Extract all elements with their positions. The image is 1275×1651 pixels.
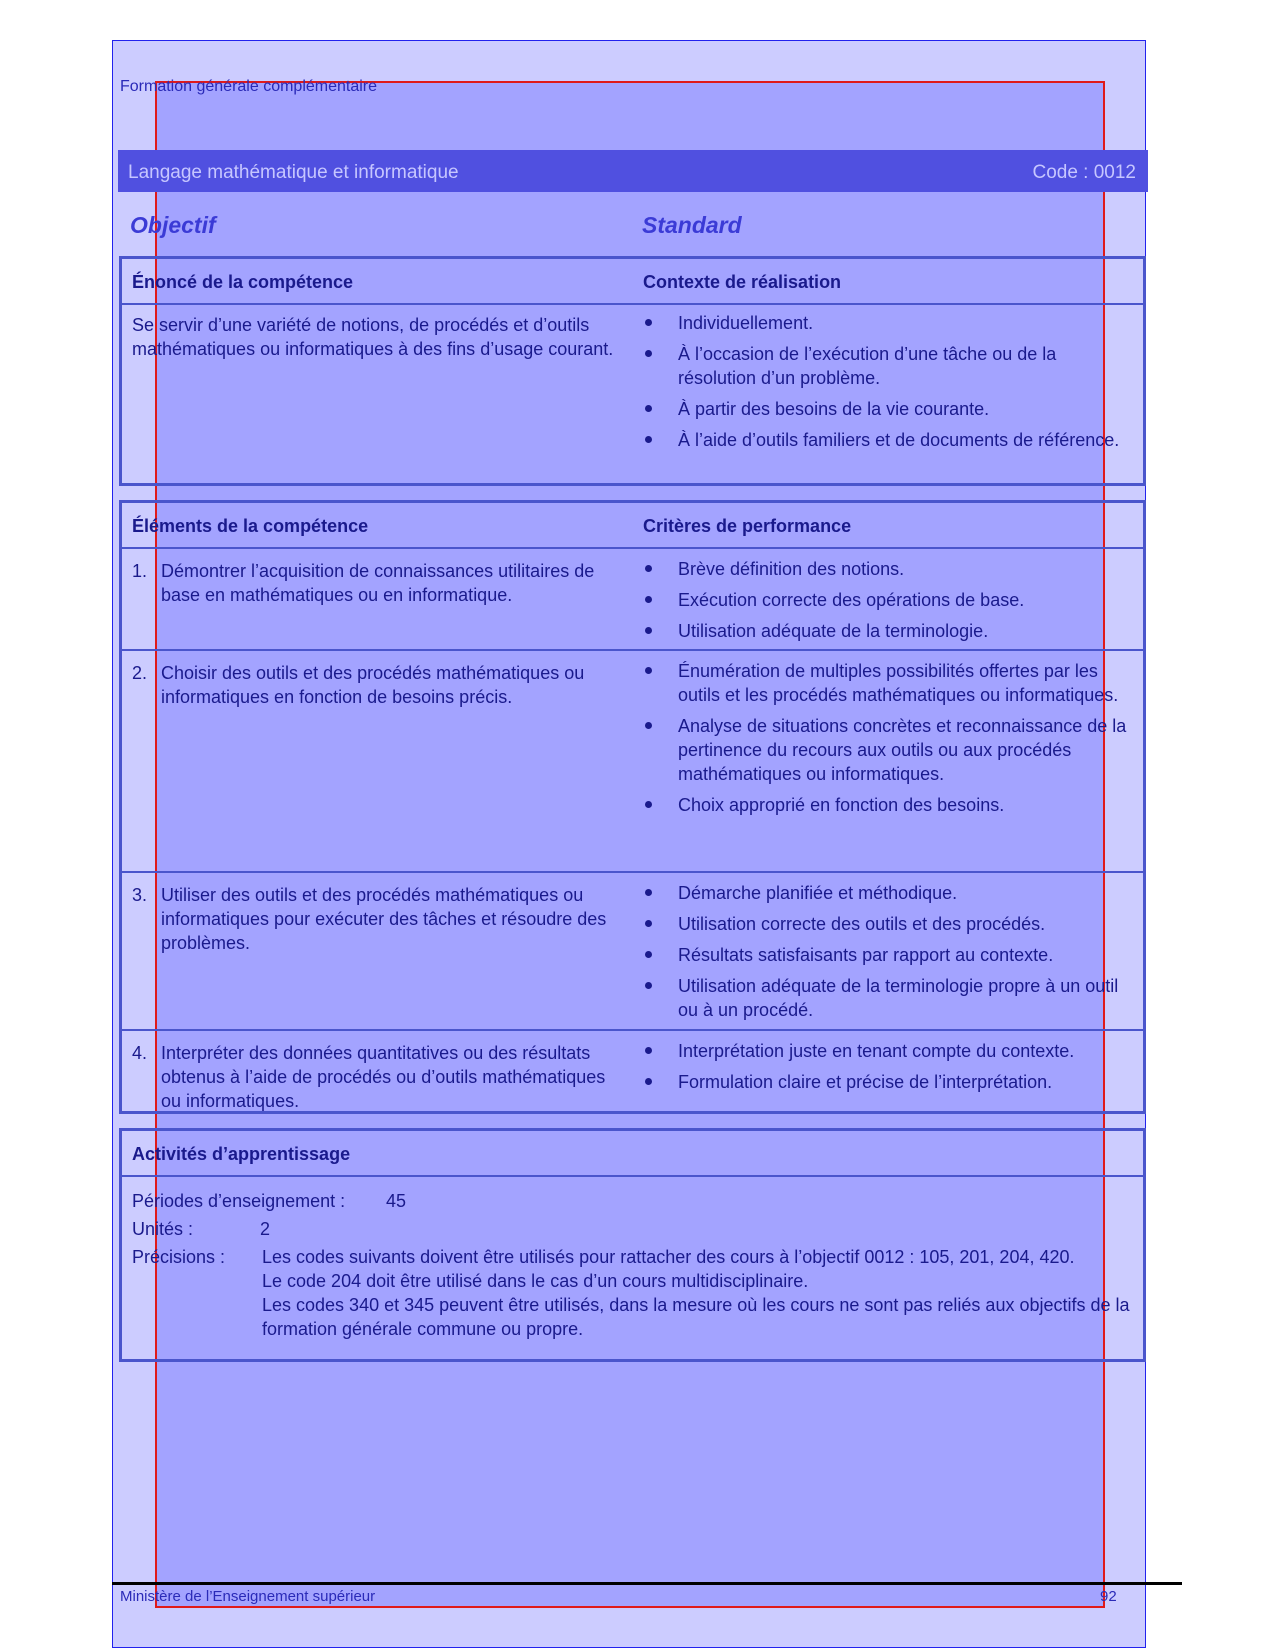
criteria-list (643, 557, 1133, 650)
objective-code: Code : 0012 (1032, 162, 1136, 183)
context-item: À l’aide d’outils familiers et de documents de référence. (643, 428, 1133, 452)
criteria-list (643, 659, 1133, 824)
running-head: Formation générale complémentaire (120, 78, 378, 95)
criterion-item: Utilisation adéquate de la terminologie. (643, 619, 1133, 643)
footer-ministry: Ministère de l’Enseignement supérieur (120, 1588, 376, 1605)
element-row (122, 873, 1143, 1031)
activities-box-header (122, 1131, 1143, 1177)
precisions-list (262, 1245, 1140, 1341)
activities-box (119, 1128, 1146, 1362)
element-row (122, 651, 1143, 873)
units-label: Unités : (132, 1219, 194, 1239)
criterion-item: Analyse de situations concrètes et reconnaissance de la pertinence du recours aux outils ou aux procédés mathématiques ou informatiques. (643, 714, 1133, 786)
context-item: À l’occasion de l’exécution d’une tâche ou de la résolution d’un problème. (643, 342, 1133, 390)
element-number: 1. (132, 561, 148, 581)
footer-rule (112, 1582, 1182, 1585)
element-description: Démontrer l’acquisition de connaissances utilitaires de base en mathématiques ou en informatique. (161, 561, 595, 605)
element-text (132, 883, 622, 955)
criteria-list (643, 881, 1133, 1029)
context-item: À partir des besoins de la vie courante. (643, 397, 1133, 421)
elements-box-header (122, 503, 1143, 549)
criterion-item: Utilisation correcte des outils et des procédés. (643, 912, 1133, 936)
activities-heading: Activités d’apprentissage (132, 1144, 351, 1164)
element-row (122, 1031, 1143, 1115)
criterion-item: Choix approprié en fonction des besoins. (643, 793, 1133, 817)
element-row (122, 549, 1143, 651)
criterion-item: Énumération de multiples possibilités offertes par les outils et les procédés mathématiques ou informatiques. (643, 659, 1133, 707)
activities-body (122, 1177, 1143, 1357)
criterion-item: Utilisation adéquate de la terminologie propre à un outil ou à un procédé. (643, 974, 1133, 1022)
criteria-heading: Critères de performance (643, 516, 852, 536)
element-text (132, 559, 622, 607)
competence-statement-heading: Énoncé de la compétence (132, 272, 354, 292)
element-text (132, 661, 622, 709)
elements-heading: Éléments de la compétence (132, 516, 369, 536)
precision-item: Les codes suivants doivent être utilisés pour rattacher des cours à l’objectif 0012 : 105, 201, 204, 420. (262, 1247, 1075, 1267)
criterion-item: Formulation claire et précise de l’interprétation. (643, 1070, 1133, 1094)
element-number: 2. (132, 663, 148, 683)
competence-statement: Se servir d’une variété de notions, de procédés et d’outils mathématiques ou informatiques à des fins d’usage courant. (132, 315, 614, 359)
element-number: 4. (132, 1043, 148, 1063)
criteria-list (643, 1039, 1133, 1101)
criterion-item: Démarche planifiée et méthodique. (643, 881, 1133, 905)
document-title: Langage mathématique et informatique (128, 162, 459, 183)
context-list (643, 311, 1133, 459)
objective-heading: Objectif (130, 212, 216, 238)
criterion-item: Brève définition des notions. (643, 557, 1133, 581)
element-text (132, 1041, 622, 1113)
page-number: 92 (1100, 1588, 1117, 1605)
competence-box (119, 256, 1146, 486)
criterion-item: Résultats satisfaisants par rapport au contexte. (643, 943, 1133, 967)
periods-value: 45 (386, 1191, 407, 1211)
precisions-label: Précisions : (132, 1247, 226, 1267)
column-headings (130, 212, 1140, 242)
competence-box-header (122, 259, 1143, 305)
elements-box (119, 500, 1146, 1114)
element-number: 3. (132, 885, 148, 905)
context-heading: Contexte de réalisation (643, 272, 842, 292)
units-value: 2 (260, 1219, 271, 1239)
competence-row (122, 305, 1143, 485)
element-description: Interpréter des données quantitatives ou des résultats obtenus à l’aide de procédés ou d’outils mathématiques ou informatiques. (161, 1043, 606, 1111)
criterion-item: Exécution correcte des opérations de base. (643, 588, 1133, 612)
title-band (118, 150, 1148, 192)
context-item: Individuellement. (643, 311, 1133, 335)
standard-heading: Standard (642, 212, 742, 238)
periods-label: Périodes d’enseignement : (132, 1191, 346, 1211)
element-description: Choisir des outils et des procédés mathématiques ou informatiques en fonction de besoins précis. (161, 663, 585, 707)
criterion-item: Interprétation juste en tenant compte du contexte. (643, 1039, 1133, 1063)
element-description: Utiliser des outils et des procédés mathématiques ou informatiques pour exécuter des tâches et résoudre des problèmes. (161, 885, 607, 953)
precision-item: Les codes 340 et 345 peuvent être utilisés, dans la mesure où les cours ne sont pas reliés aux objectifs de la formation générale commune ou propre. (262, 1295, 1130, 1339)
precision-item: Le code 204 doit être utilisé dans le cas d’un cours multidisciplinaire. (262, 1271, 809, 1291)
